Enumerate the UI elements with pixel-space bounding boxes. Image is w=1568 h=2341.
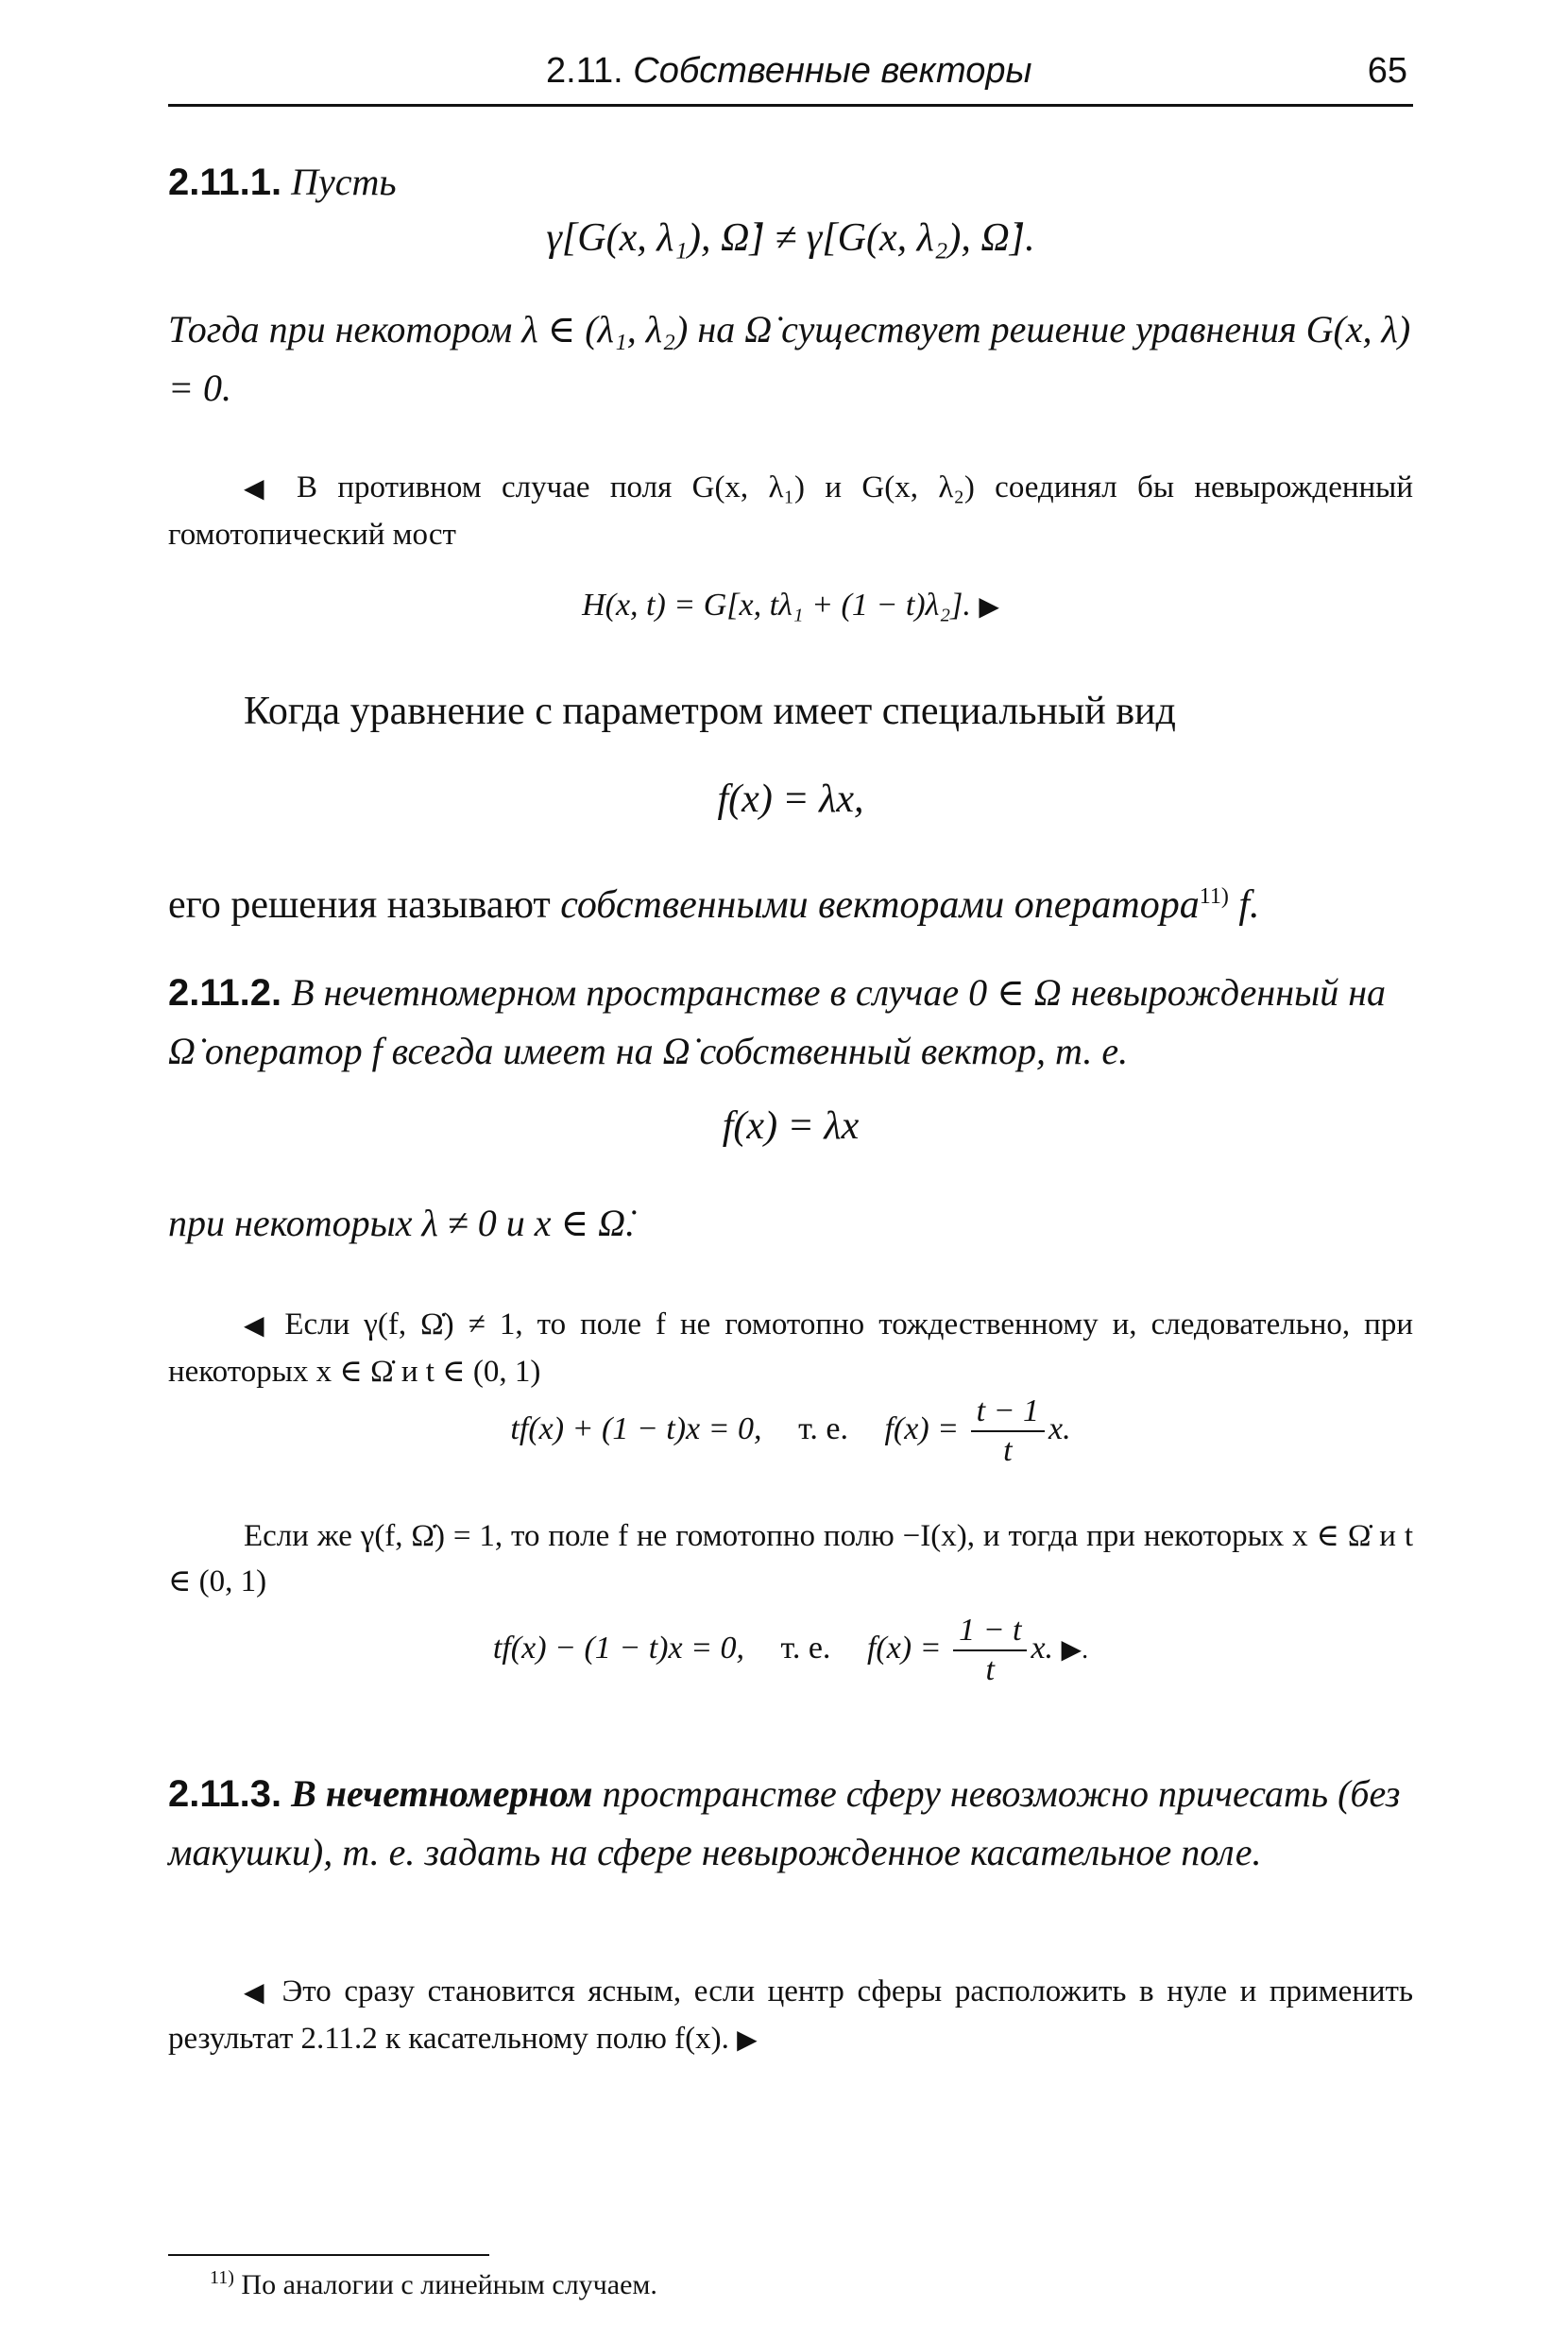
proof-1 <box>168 465 1413 557</box>
equation-te: т. е. <box>780 1630 831 1666</box>
eigen-formula: f(x) = λx, <box>717 777 864 821</box>
equation-left: tf(x) − (1 − t)x = 0, <box>492 1630 745 1666</box>
footnote-text: По аналогии с линейным случаем. <box>241 2269 657 2300</box>
theorem-label: 2.11.3. <box>168 1773 282 1815</box>
proof-start-marker: ◀ <box>244 1978 269 2008</box>
proof-3-text: Это сразу становится ясным, если центр сферы расположить в нуле и применить результат 2.11.2 к касательному полю f(x). <box>168 1974 1414 2056</box>
equation-rhs: f(x) = <box>866 1630 942 1666</box>
footnote-number: 11) <box>210 2267 234 2288</box>
fraction-denominator: t <box>985 1652 995 1687</box>
proof-2-formula-1 <box>168 1393 1413 1470</box>
footnote <box>210 2267 657 2301</box>
definition-lead: его решения называют <box>168 883 551 927</box>
equation-left: tf(x) + (1 − t)x = 0, <box>510 1410 762 1446</box>
fraction-denominator: t <box>1003 1433 1013 1468</box>
fraction-numerator: t − 1 <box>971 1393 1045 1432</box>
proof-start-marker: ◀ <box>244 474 277 504</box>
paragraph-definition <box>168 867 1413 934</box>
proof-1-formula <box>168 588 1413 624</box>
theorem-label: 2.11.2. <box>168 972 282 1014</box>
footnote-separator <box>168 2254 489 2256</box>
theorem-2-11-1-formula: γ[G(x, λ₁), Ω̇] ≠ γ[G(x, λ₂), Ω̇]. <box>546 216 1035 260</box>
fraction <box>971 1393 1045 1470</box>
proof-2-formula-2 <box>168 1612 1413 1689</box>
section-title <box>546 51 1031 92</box>
theorem-2-11-1-text: Тогда при некотором λ ∈ (λ₁, λ₂) на Ω̇ существует решение уравнения G(x, λ) = 0. <box>168 308 1411 409</box>
proof-2-part-2: Если же γ(f, Ω̇) = 1, то поле f не гомотопно полю −I(x), и тогда при некоторых x ∈ Ω̇ и t ∈ (0, 1) <box>168 1519 1413 1598</box>
proof-start-marker: ◀ <box>244 1311 271 1341</box>
page-number: 65 <box>1367 51 1407 91</box>
theorem-label: 2.11.1. <box>168 162 282 203</box>
defined-term: собственными векторами оператора <box>560 883 1200 927</box>
proof-end-marker: ▶ <box>737 2025 758 2055</box>
equation-te: т. е. <box>798 1410 848 1446</box>
section-number: 2.11. <box>546 51 623 91</box>
proof-3 <box>168 1969 1413 2063</box>
proof-1-equation: H(x, t) = G[x, tλ₁ + (1 − t)λ₂]. <box>582 588 971 623</box>
section-name: Собственные векторы <box>633 51 1032 91</box>
operator-symbol: f. <box>1238 883 1260 927</box>
theorem-2-11-2-formula: f(x) = λx <box>722 1104 860 1148</box>
footnote-reference: 11) <box>1199 884 1229 909</box>
theorem-emphasis: В нечетномерном <box>291 1772 593 1815</box>
proof-2-text-1: Если γ(f, Ω̇) ≠ 1, то поле f не гомотопно тождественному и, следовательно, при некоторых x ∈ Ω̇ и t ∈ (0, 1) <box>168 1307 1413 1389</box>
theorem-2-11-3 <box>168 1765 1413 1882</box>
theorem-2-11-2-text: В нечетномерном пространстве в случае 0 ∈ Ω невырожденный на Ω̇ оператор f всегда имеет на Ω̇ собственный вектор, т. е. <box>168 971 1387 1072</box>
proof-1-text: В противном случае поля G(x, λ₁) и G(x, λ₂) соединял бы невырожденный гомотопический мост <box>168 470 1413 552</box>
theorem-2-11-1-intro <box>168 153 1413 212</box>
equation-rhs: f(x) = <box>884 1410 960 1446</box>
running-header <box>168 47 1413 107</box>
proof-end-marker: ▶ <box>979 592 999 622</box>
equation-end: x. <box>1031 1630 1054 1666</box>
fraction <box>953 1612 1027 1689</box>
proof-2-part-1 <box>168 1302 1413 1394</box>
paragraph-intro: Когда уравнение с параметром имеет специальный вид <box>244 690 1176 733</box>
proof-end-marker: ▶. <box>1061 1634 1089 1665</box>
theorem-2-11-2-condition: при некоторых λ ≠ 0 и x ∈ Ω̇. <box>168 1202 636 1244</box>
fraction-numerator: 1 − t <box>953 1612 1027 1651</box>
theorem-intro: Пусть <box>291 161 397 203</box>
theorem-2-11-2 <box>168 964 1413 1081</box>
theorem-2-11-3-text: пространстве сферу невозможно причесать (без макушки), т. е. задать на сфере невырожденное касательное поле. <box>168 1772 1401 1873</box>
equation-end: x. <box>1048 1410 1071 1446</box>
